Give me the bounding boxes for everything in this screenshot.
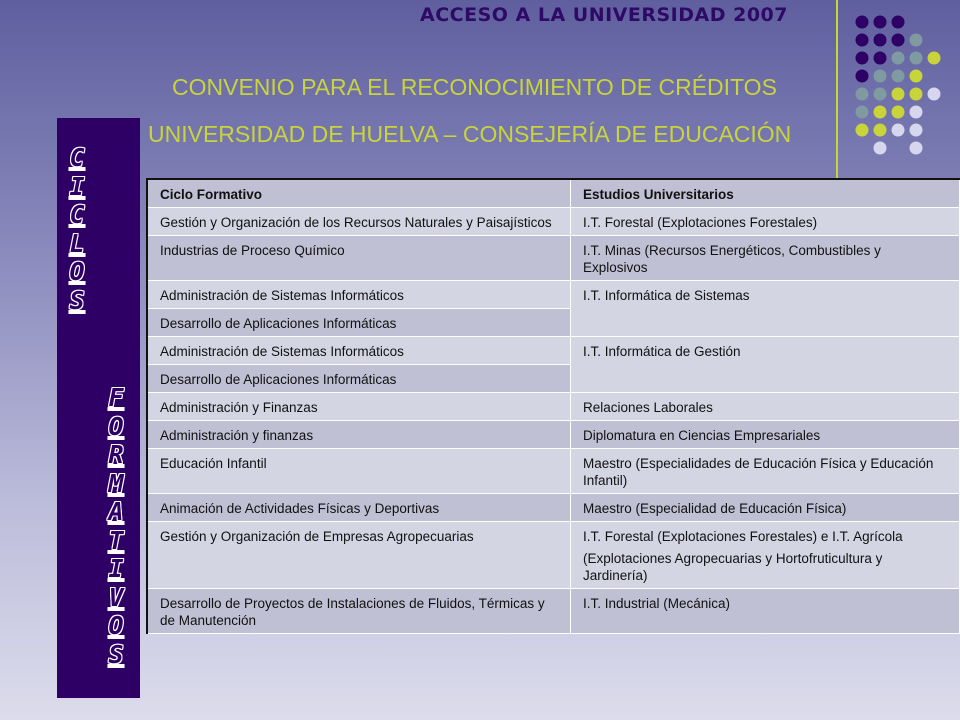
cell-ciclo: Gestión y Organización de los Recursos Naturales y Paisajísticos bbox=[147, 208, 571, 236]
table-header-row bbox=[147, 179, 960, 208]
table-row bbox=[147, 281, 960, 309]
cell-estudios-line2: (Explotaciones Agropecuarias y Hortofruticultura y Jardinería) bbox=[583, 551, 883, 583]
decorative-vertical-line bbox=[836, 0, 838, 178]
cell-estudios: Maestro (Especialidad de Educación Física) bbox=[571, 494, 960, 522]
vertical-word-formativos: F O R M A T I V O S bbox=[108, 383, 124, 669]
cell-ciclo: Industrias de Proceso Químico bbox=[147, 236, 571, 281]
header-estudios: Estudios Universitarios bbox=[571, 179, 960, 208]
cell-estudios: Maestro (Especialidades de Educación Física y Educación Infantil) bbox=[571, 449, 960, 494]
cell-ciclo: Desarrollo de Proyectos de Instalaciones de Fluidos, Térmicas y de Manutención bbox=[147, 589, 571, 634]
cell-ciclo: Administración y finanzas bbox=[147, 421, 571, 449]
cell-estudios: I.T. Forestal (Explotaciones Forestales) bbox=[571, 208, 960, 236]
cell-ciclo: Administración de Sistemas Informáticos bbox=[147, 281, 571, 309]
cell-ciclo: Administración de Sistemas Informáticos bbox=[147, 337, 571, 365]
cell-ciclo: Administración y Finanzas bbox=[147, 393, 571, 421]
cell-ciclo: Gestión y Organización de Empresas Agropecuarias bbox=[147, 522, 571, 589]
credits-table bbox=[146, 178, 960, 634]
table-row bbox=[147, 589, 960, 634]
table-row bbox=[147, 449, 960, 494]
table-row bbox=[147, 236, 960, 281]
table-row bbox=[147, 208, 960, 236]
cell-estudios: I.T. Informática de Sistemas bbox=[571, 281, 960, 337]
table-row bbox=[147, 393, 960, 421]
cell-estudios: I.T. Minas (Recursos Energéticos, Combustibles y Explosivos bbox=[571, 236, 960, 281]
cell-ciclo: Desarrollo de Aplicaciones Informáticas bbox=[147, 365, 571, 393]
cell-ciclo: Desarrollo de Aplicaciones Informáticas bbox=[147, 309, 571, 337]
cell-estudios: Relaciones Laborales bbox=[571, 393, 960, 421]
table-row bbox=[147, 337, 960, 365]
agreement-title: CONVENIO PARA EL RECONOCIMIENTO DE CRÉDITOS bbox=[172, 74, 777, 100]
header-ciclo: Ciclo Formativo bbox=[147, 179, 571, 208]
cell-ciclo: Educación Infantil bbox=[147, 449, 571, 494]
presentation-title: ACCESO A LA UNIVERSIDAD 2007 bbox=[420, 4, 788, 26]
cell-estudios: I.T. Informática de Gestión bbox=[571, 337, 960, 393]
cell-estudios-line1: I.T. Forestal (Explotaciones Forestales) e I.T. Agrícola bbox=[583, 529, 903, 544]
table-row bbox=[147, 421, 960, 449]
vertical-word-ciclos: C I C L O S bbox=[69, 143, 85, 315]
institutions-title: UNIVERSIDAD DE HUELVA – CONSEJERÍA DE EDUCACIÓN bbox=[148, 121, 792, 147]
cell-estudios: Diplomatura en Ciencias Empresariales bbox=[571, 421, 960, 449]
cell-ciclo: Animación de Actividades Físicas y Deportivas bbox=[147, 494, 571, 522]
cell-estudios bbox=[571, 522, 960, 589]
table-row bbox=[147, 494, 960, 522]
table-row bbox=[147, 522, 960, 589]
cell-estudios: I.T. Industrial (Mecánica) bbox=[571, 589, 960, 634]
